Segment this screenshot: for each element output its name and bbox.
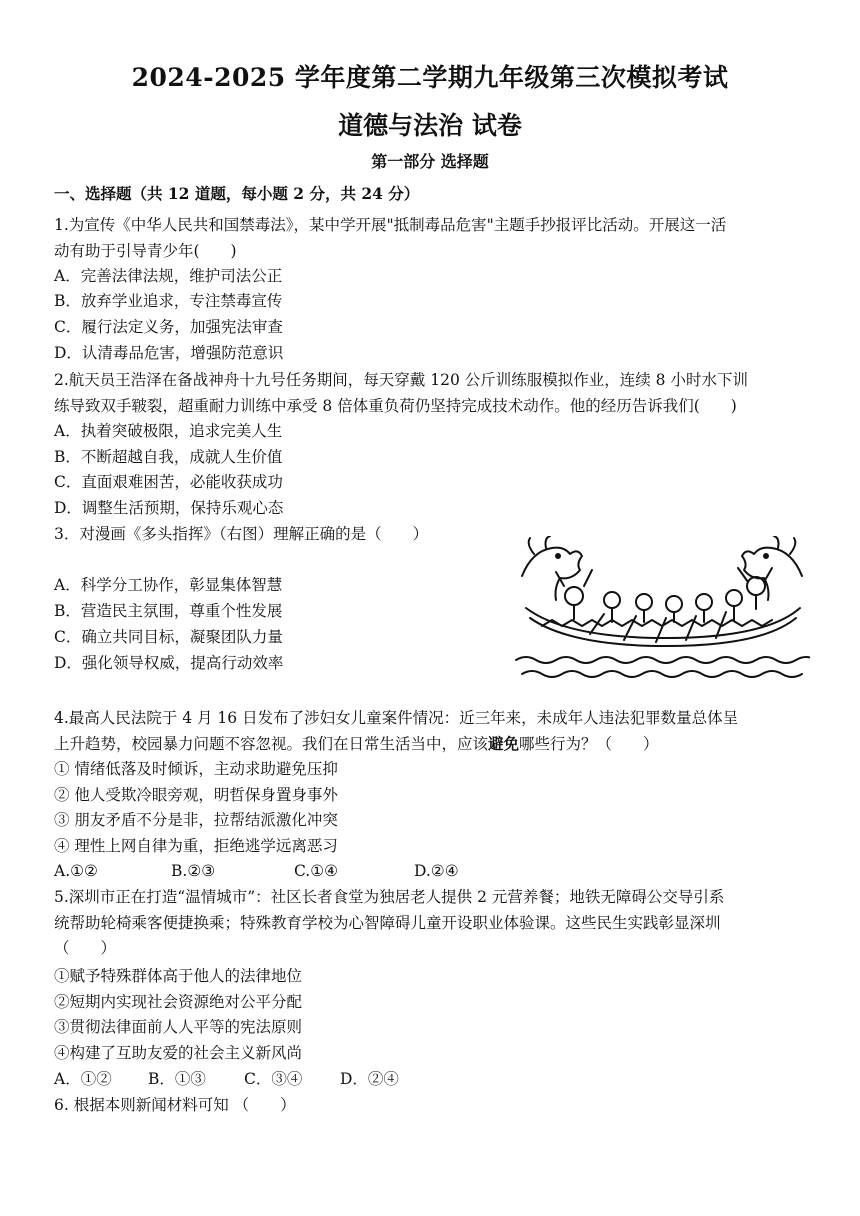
q3-option-d: D．强化领导权威，提高行动效率 bbox=[54, 654, 284, 672]
q5-answer-a: A．①② bbox=[54, 1070, 112, 1088]
q4-stem-line1: 4.最高人民法院于 4 月 16 日发布了涉妇女儿童案件情况：近三年来，未成年人违法犯罪数量总体呈 bbox=[54, 709, 739, 727]
q2-option-d: D．调整生活预期，保持乐观心态 bbox=[54, 499, 284, 517]
q5-answer-b: B．①③ bbox=[148, 1070, 206, 1088]
q4-item-4: ④ 理性上网自律为重，拒绝逃学远离恶习 bbox=[54, 837, 338, 855]
q4-stem-line2 bbox=[54, 734, 814, 754]
q5-answer-c: C．③④ bbox=[244, 1070, 303, 1088]
q5-answers bbox=[54, 1069, 814, 1089]
q4-answer-d: D.②④ bbox=[414, 862, 459, 880]
q3-option-b: B．营造民主氛围，尊重个性发展 bbox=[54, 602, 283, 620]
q2-option-a: A．执着突破极限，追求完美人生 bbox=[54, 422, 283, 440]
exam-subtitle: 道德与法治 试卷 bbox=[338, 111, 522, 140]
q4-stem-line2-text: 上升趋势，校园暴力问题不容忽视。我们在日常生活当中，应该 bbox=[54, 735, 489, 753]
q2-stem-line2: 练导致双手皲裂，超重耐力训练中承受 8 倍体重负荷仍坚持完成技术动作。他的经历告诉我们( ) bbox=[54, 397, 737, 415]
q2-stem-line1: 2.航天员王浩泽在备战神舟十九号任务期间，每天穿戴 120 公斤训练服模拟作业，连续 8 小时水下训 bbox=[54, 371, 748, 389]
q4-item-3: ③ 朋友矛盾不分是非，拉帮结派激化冲突 bbox=[54, 811, 338, 829]
q5-stem-line1: 5.深圳市正在打造“温情城市”：社区长者食堂为独居老人提供 2 元营养餐；地铁无障碍公交导引系 bbox=[54, 888, 725, 906]
q4-stem-line2-end: 哪些行为？（ ） bbox=[519, 735, 659, 753]
q1-stem-line2: 动有助于引导青少年( ) bbox=[54, 242, 237, 260]
q4-emphasis: 避免 bbox=[488, 734, 520, 753]
q1-option-d: D．认清毒品危害，增强防范意识 bbox=[54, 344, 284, 362]
q6-stem: 6. 根据本则新闻材料可知 （ ） bbox=[54, 1096, 296, 1114]
dragon-boat-cartoon bbox=[512, 536, 810, 684]
q3-stem: 3．对漫画《多头指挥》（右图）理解正确的是（ ） bbox=[54, 525, 429, 543]
q5-item-1: ①赋予特殊群体高于他人的法律地位 bbox=[54, 967, 303, 985]
q2-option-b: B．不断超越自我，成就人生价值 bbox=[54, 448, 283, 466]
q5-answer-d: D．②④ bbox=[340, 1070, 399, 1088]
q4-item-2: ② 他人受欺冷眼旁观，明哲保身置身事外 bbox=[54, 786, 338, 804]
q5-item-2: ②短期内实现社会资源绝对公平分配 bbox=[54, 993, 303, 1011]
q4-answer-b: B.②③ bbox=[171, 862, 216, 880]
q2-option-c: C．直面艰难困苦，必能收获成功 bbox=[54, 473, 283, 491]
q4-answers bbox=[54, 861, 814, 881]
q1-option-a: A．完善法律法规，维护司法公正 bbox=[54, 267, 283, 285]
q4-answer-c: C.①④ bbox=[294, 862, 339, 880]
q1-stem-line1: 1.为宣传《中华人民共和国禁毒法》，某中学开展"抵制毒品危害"主题手抄报评比活动。开展这一活 bbox=[54, 216, 727, 234]
q1-option-b: B．放弃学业追求，专注禁毒宣传 bbox=[54, 292, 283, 310]
q3-option-c: C．确立共同目标，凝聚团队力量 bbox=[54, 628, 283, 646]
q3-option-a: A．科学分工协作，彰显集体智慧 bbox=[54, 576, 283, 594]
q4-item-1: ① 情绪低落及时倾诉，主动求助避免压抑 bbox=[54, 760, 338, 778]
q5-stem-line2: 统帮助轮椅乘客便捷换乘；特殊教育学校为心智障碍儿童开设职业体验课。这些民生实践彰显深圳 bbox=[54, 914, 721, 932]
q5-item-4: ④构建了互助友爱的社会主义新风尚 bbox=[54, 1044, 303, 1062]
part-heading: 第一部分 选择题 bbox=[371, 152, 489, 171]
q1-option-c: C．履行法定义务，加强宪法审查 bbox=[54, 318, 283, 336]
q5-item-3: ③贯彻法律面前人人平等的宪法原则 bbox=[54, 1018, 303, 1036]
section-heading: 一、选择题（共 12 道题，每小题 2 分，共 24 分） bbox=[54, 184, 420, 203]
q5-stem-line3: （ ） bbox=[54, 939, 117, 957]
exam-title: 2024-2025 学年度第二学期九年级第三次模拟考试 bbox=[131, 63, 729, 92]
q4-answer-a: A.①② bbox=[54, 862, 98, 880]
